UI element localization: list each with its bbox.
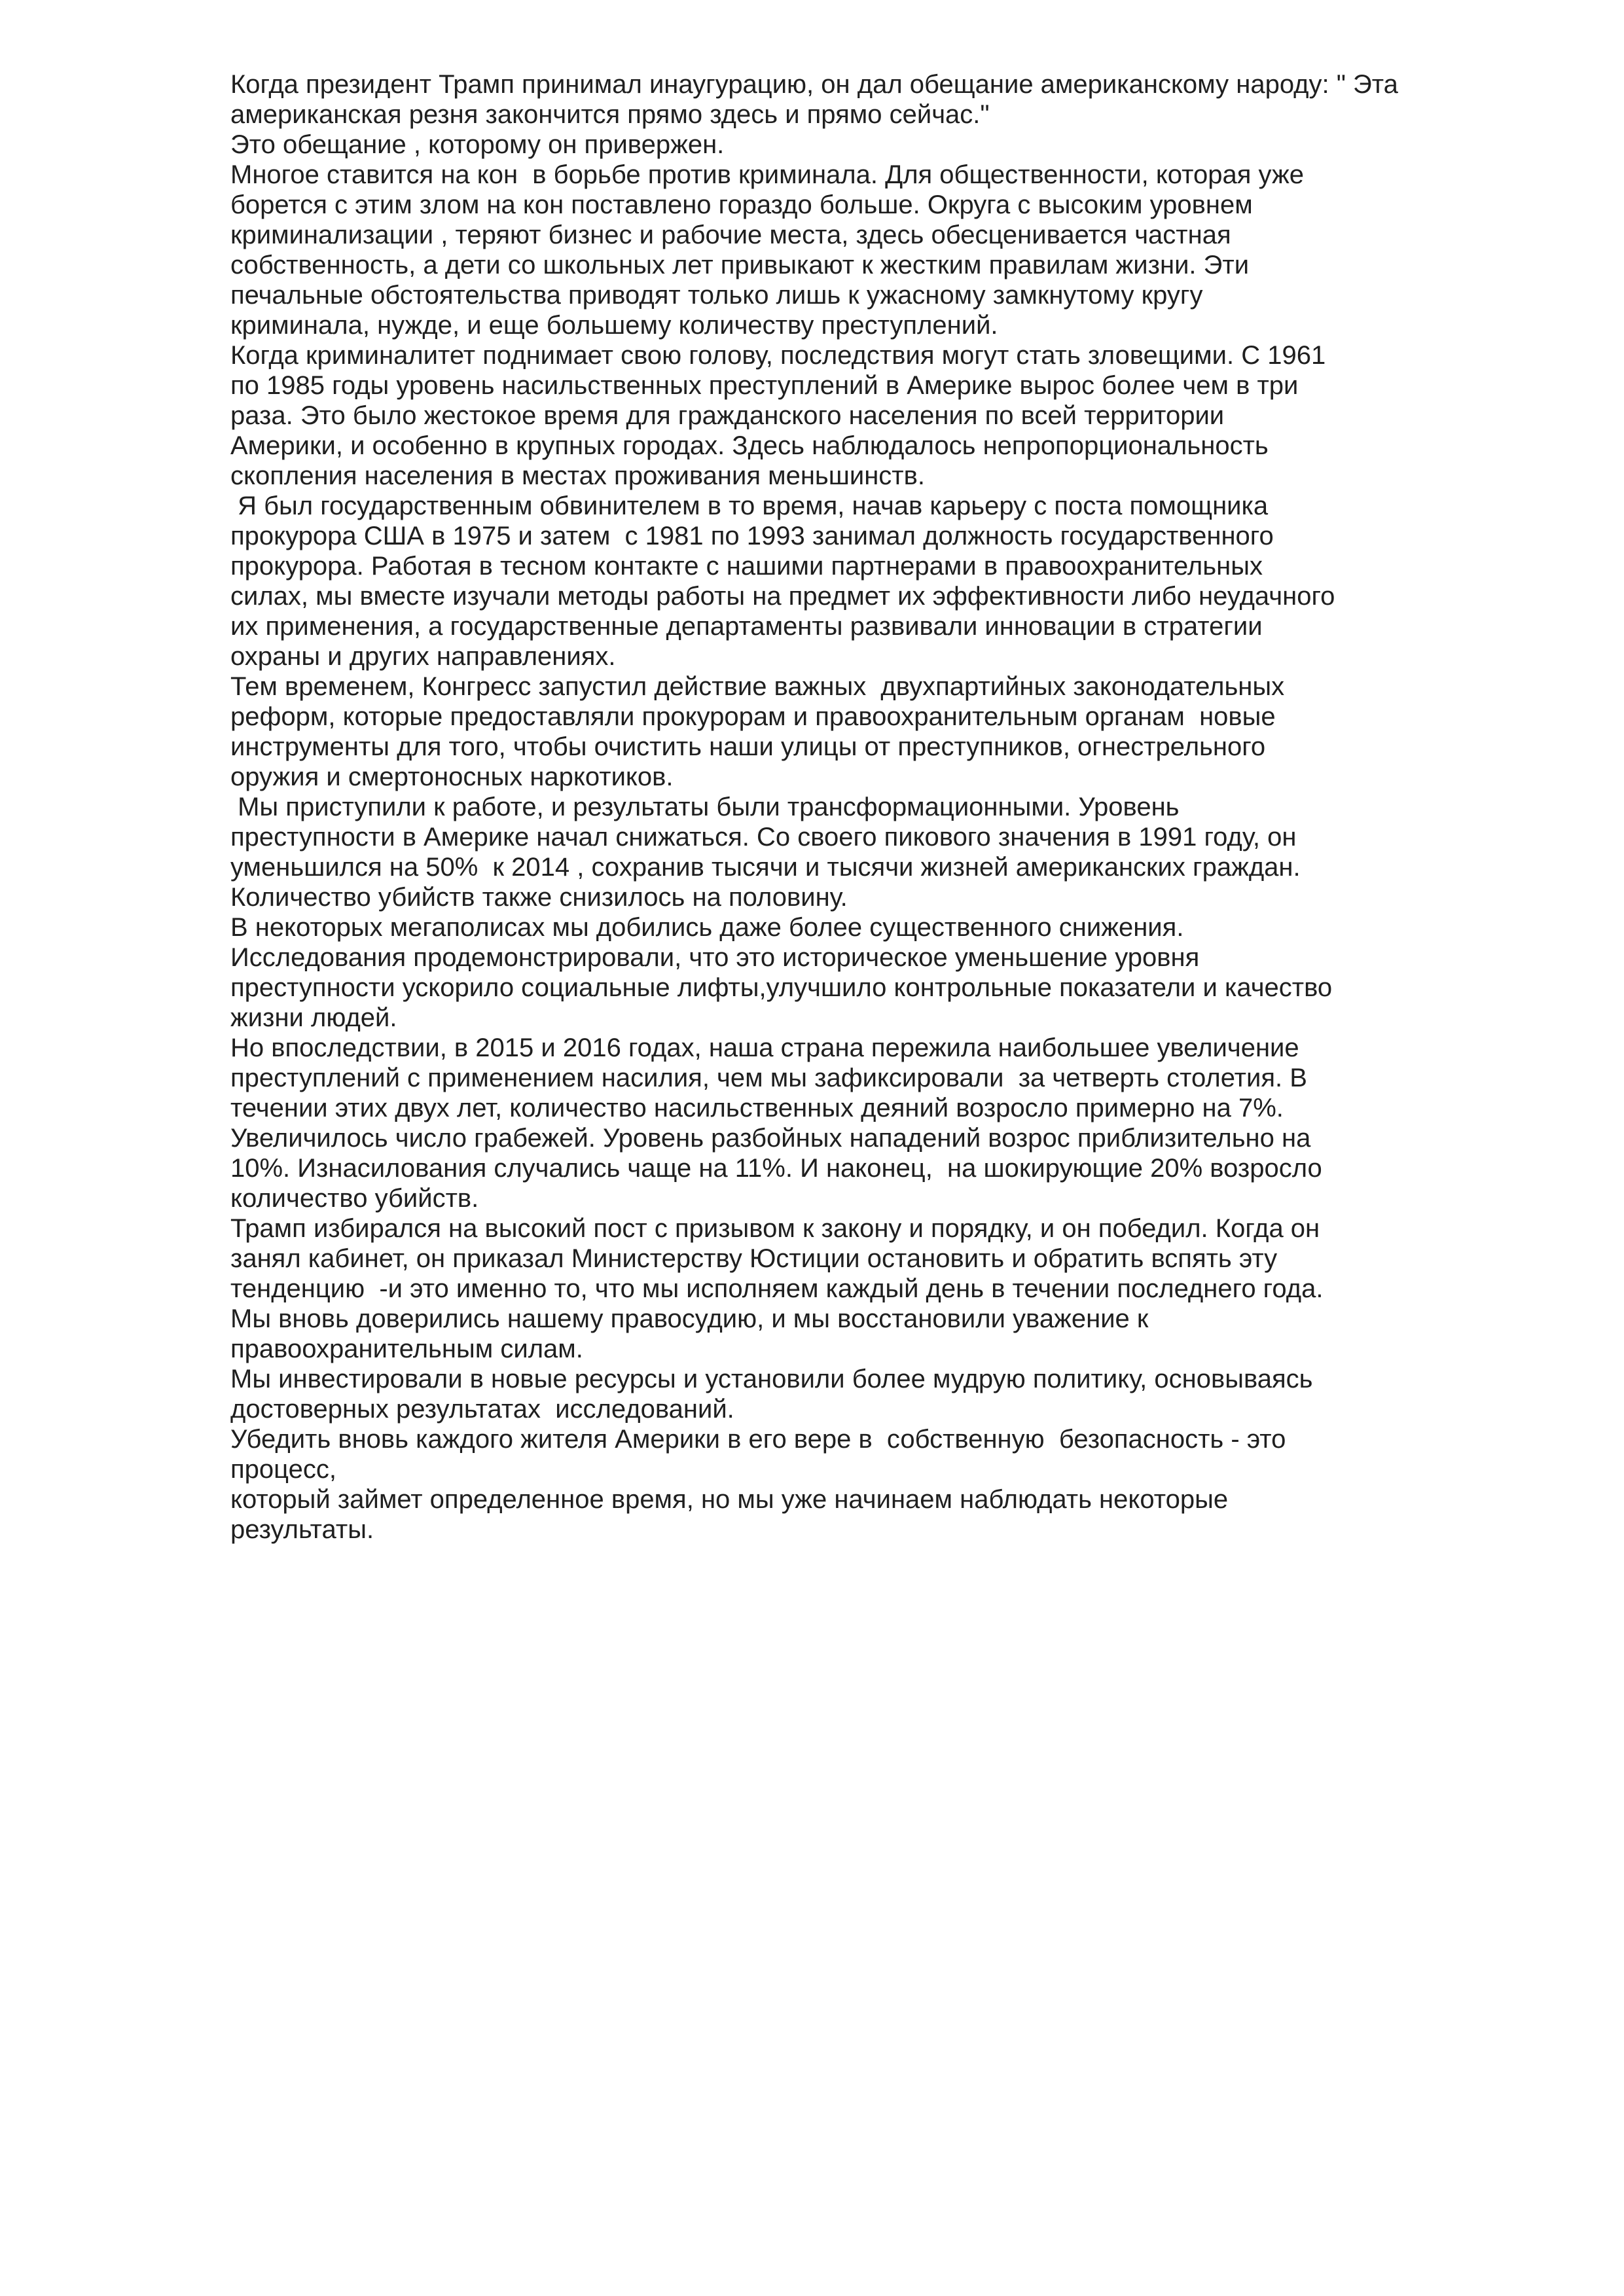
text-line: Америки, и особенно в крупных городах. Здесь наблюдалось непропорциональность xyxy=(230,431,1269,460)
text-line: Мы инвестировали в новые ресурсы и установили более мудрую политику, основываясь xyxy=(230,1365,1313,1393)
text-line: по 1985 годы уровень насильственных преступлений в Америке вырос более чем в три xyxy=(230,371,1299,400)
text-line: Количество убийств также снизилось на половину. xyxy=(230,883,848,912)
text-line: печальные обстоятельства приводят только лишь к ужасному замкнутому кругу xyxy=(230,281,1203,310)
text-line: жизни людей. xyxy=(230,1003,397,1032)
text-line: Мы вновь доверились нашему правосудию, и мы восстановили уважение к xyxy=(230,1304,1149,1333)
text-line: прокурора США в 1975 и затем с 1981 по 1993 занимал должность государственного xyxy=(230,522,1274,550)
text-line: криминала, нужде, и еще большему количеству преступлений. xyxy=(230,311,998,340)
text-line: Трамп избирался на высокий пост с призывом к закону и порядку, и он победил. Когда он xyxy=(230,1214,1320,1243)
document-text-block xyxy=(230,69,1540,1545)
text-line: Но впоследствии, в 2015 и 2016 годах, наша страна пережила наибольшее увеличение xyxy=(230,1033,1299,1062)
text-line: оружия и смертоносных наркотиков. xyxy=(230,762,674,791)
text-line: Многое ставится на кон в борьбе против криминала. Для общественности, которая уже xyxy=(230,160,1304,189)
text-line: Убедить вновь каждого жителя Америки в его вере в собственную безопасность - это xyxy=(230,1425,1286,1454)
text-line: Я был государственным обвинителем в то время, начав карьеру с поста помощника xyxy=(230,492,1269,520)
text-line: реформ, которые предоставляли прокурорам и правоохранительным органам новые xyxy=(230,702,1276,731)
text-line: уменьшился на 50% к 2014 , сохранив тысячи и тысячи жизней американских граждан. xyxy=(230,853,1301,882)
text-line: американская резня закончится прямо здесь и прямо сейчас." xyxy=(230,100,990,129)
text-line: В некоторых мегаполисах мы добились даже более существенного снижения. xyxy=(230,913,1184,942)
text-line: 10%. Изнасилования случались чаще на 11%. И наконец, на шокирующие 20% возросло xyxy=(230,1154,1322,1183)
text-line: их применения, а государственные департаменты развивали инновации в стратегии xyxy=(230,612,1263,641)
text-line: результаты. xyxy=(230,1515,374,1544)
text-line: борется с этим злом на кон поставлено гораздо больше. Округа с высоким уровнем xyxy=(230,190,1253,219)
text-line: занял кабинет, он приказал Министерству Юстиции остановить и обратить вспять эту xyxy=(230,1244,1278,1273)
text-line: Когда президент Трамп принимал инаугурацию, он дал обещание американскому народу: " Эта xyxy=(230,70,1398,99)
text-line: преступности ускорило социальные лифты,улучшило контрольные показатели и качество xyxy=(230,973,1333,1002)
text-line: количество убийств. xyxy=(230,1184,479,1213)
text-line: прокурора. Работая в тесном контакте с нашими партнерами в правоохранительных xyxy=(230,552,1263,581)
text-line: преступности в Америке начал снижаться. Со своего пикового значения в 1991 году, он xyxy=(230,823,1297,852)
text-line: Это обещание , которому он привержен. xyxy=(230,130,725,159)
text-line: Когда криминалитет поднимает свою голову, последствия могут стать зловещими. С 1961 xyxy=(230,341,1326,370)
text-line: силах, мы вместе изучали методы работы на предмет их эффективности либо неудачного xyxy=(230,582,1335,611)
text-line: Увеличилось число грабежей. Уровень разбойных нападений возрос приблизительно на xyxy=(230,1124,1311,1153)
text-line: Исследования продемонстрировали, что это историческое уменьшение уровня xyxy=(230,943,1200,972)
text-line: течении этих двух лет, количество насильственных деяний возросло примерно на 7%. xyxy=(230,1094,1284,1122)
text-line: раза. Это было жестокое время для гражданского населения по всей территории xyxy=(230,401,1225,430)
text-line: инструменты для того, чтобы очистить наши улицы от преступников, огнестрельного xyxy=(230,732,1266,761)
text-line: Тем временем, Конгресс запустил действие важных двухпартийных законодательных xyxy=(230,672,1285,701)
text-line: Мы приступили к работе, и результаты были трансформационными. Уровень xyxy=(230,793,1180,821)
text-line: скопления населения в местах проживания меньшинств. xyxy=(230,461,925,490)
text-line: который займет определенное время, но мы уже начинаем наблюдать некоторые xyxy=(230,1485,1229,1514)
text-line: охраны и других направлениях. xyxy=(230,642,616,671)
text-line: процесс, xyxy=(230,1455,336,1484)
text-line: тенденцию -и это именно то, что мы исполняем каждый день в течении последнего года. xyxy=(230,1274,1324,1303)
text-line: собственность, а дети со школьных лет привыкают к жестким правилам жизни. Эти xyxy=(230,251,1250,279)
text-line: криминализации , теряют бизнес и рабочие места, здесь обесценивается частная xyxy=(230,221,1231,249)
text-line: правоохранительным силам. xyxy=(230,1335,583,1363)
text-line: достоверных результатах исследований. xyxy=(230,1395,734,1424)
text-line: преступлений с применением насилия, чем мы зафиксировали за четверть столетия. В xyxy=(230,1064,1307,1092)
